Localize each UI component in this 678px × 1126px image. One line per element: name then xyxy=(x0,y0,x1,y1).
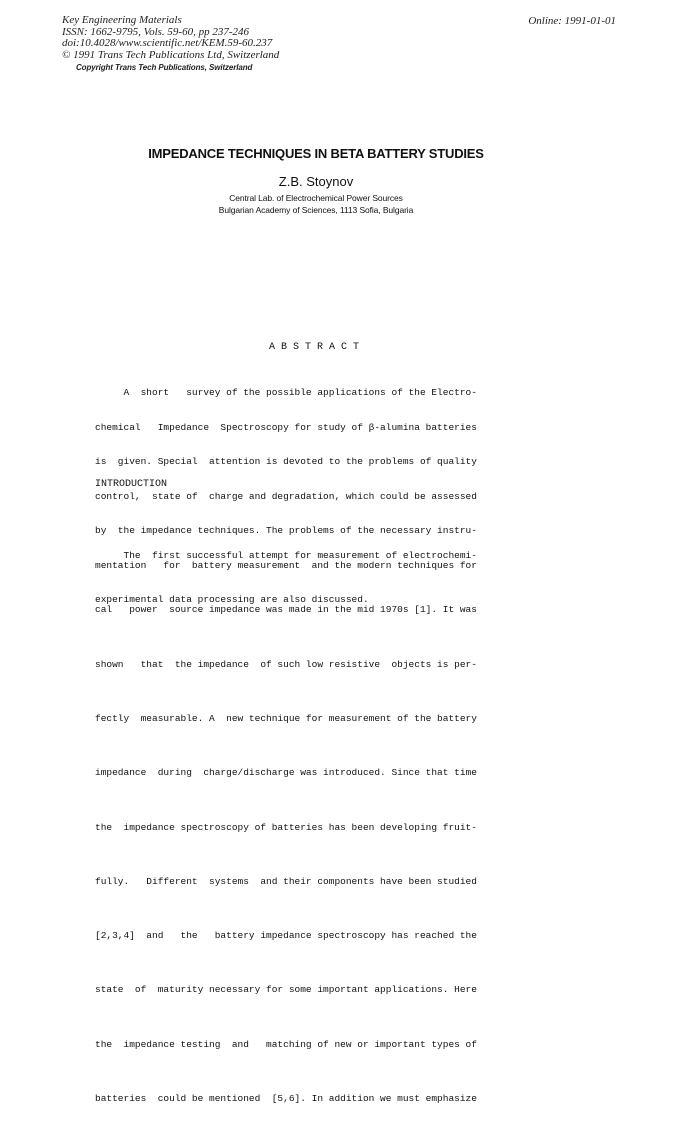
abstract-line: mentation for battery measurement and the modern techniques for xyxy=(95,559,477,571)
abstract-line: A short survey of the possible applications of the Electro- xyxy=(95,387,477,398)
abstract-line: by the impedance techniques. The problems of the necessary instru- xyxy=(95,525,477,536)
introduction-line: cal power source impedance was made in the mid 1970s [1]. It was xyxy=(95,604,477,616)
introduction-line: shown that the impedance of such low resistive objects is per- xyxy=(95,658,477,670)
abstract-heading: A B S T R A C T xyxy=(268,342,359,353)
introduction-line: fectly measurable. A new technique for measurement of the battery xyxy=(95,713,477,725)
doi-line: doi:10.4028/www.scientific.net/KEM.59-60.237 xyxy=(62,37,273,49)
introduction-line: the impedance testing and matching of new or important types of xyxy=(95,1038,477,1050)
introduction-line: the impedance spectroscopy of batteries has been developing fruit- xyxy=(95,821,477,833)
introduction-body xyxy=(95,511,477,1126)
abstract-line: chemical Impedance Spectroscopy for study of β-alumina batteries xyxy=(95,421,477,433)
author-name: Z.B. Stoynov xyxy=(278,174,354,189)
paper-title: IMPEDANCE TECHNIQUES IN BETA BATTERY STUDIES xyxy=(148,146,484,161)
affiliation-line-1: Central Lab. of Electrochemical Power Sources xyxy=(229,193,403,203)
introduction-line: batteries could be mentioned [5,6]. In addition we must emphasize xyxy=(95,1093,477,1104)
introduction-line: The first successful attempt for measurement of electrochemi- xyxy=(95,550,477,562)
abstract-line: is given. Special attention is devoted to the problems of quality xyxy=(95,456,477,467)
introduction-line: state of maturity necessary for some important applications. Here xyxy=(95,984,477,996)
publication-metadata xyxy=(62,15,279,74)
journal-name: Key Engineering Materials xyxy=(62,14,182,26)
copyright-notice: Copyright Trans Tech Publications, Switzerland xyxy=(76,63,253,72)
affiliation-line-2: Bulgarian Academy of Sciences, 1113 Sofia, Bulgaria xyxy=(218,205,414,215)
copyright-line: © 1991 Trans Tech Publications Ltd, Switzerland xyxy=(62,48,280,61)
abstract-line: control, state of charge and degradation, which could be assessed xyxy=(95,490,477,502)
online-date: Online: 1991-01-01 xyxy=(528,15,616,27)
introduction-line: fully. Different systems and their components have been studied xyxy=(95,875,477,887)
issn-line: ISSN: 1662-9795, Vols. 59-60, pp 237-246 xyxy=(62,25,249,38)
abstract-line: experimental data processing are also discussed. xyxy=(95,594,369,605)
introduction-line: [2,3,4] and the battery impedance spectroscopy has reached the xyxy=(95,930,477,942)
introduction-heading: INTRODUCTION xyxy=(95,479,168,490)
introduction-line: impedance during charge/discharge was introduced. Since that time xyxy=(95,767,477,779)
